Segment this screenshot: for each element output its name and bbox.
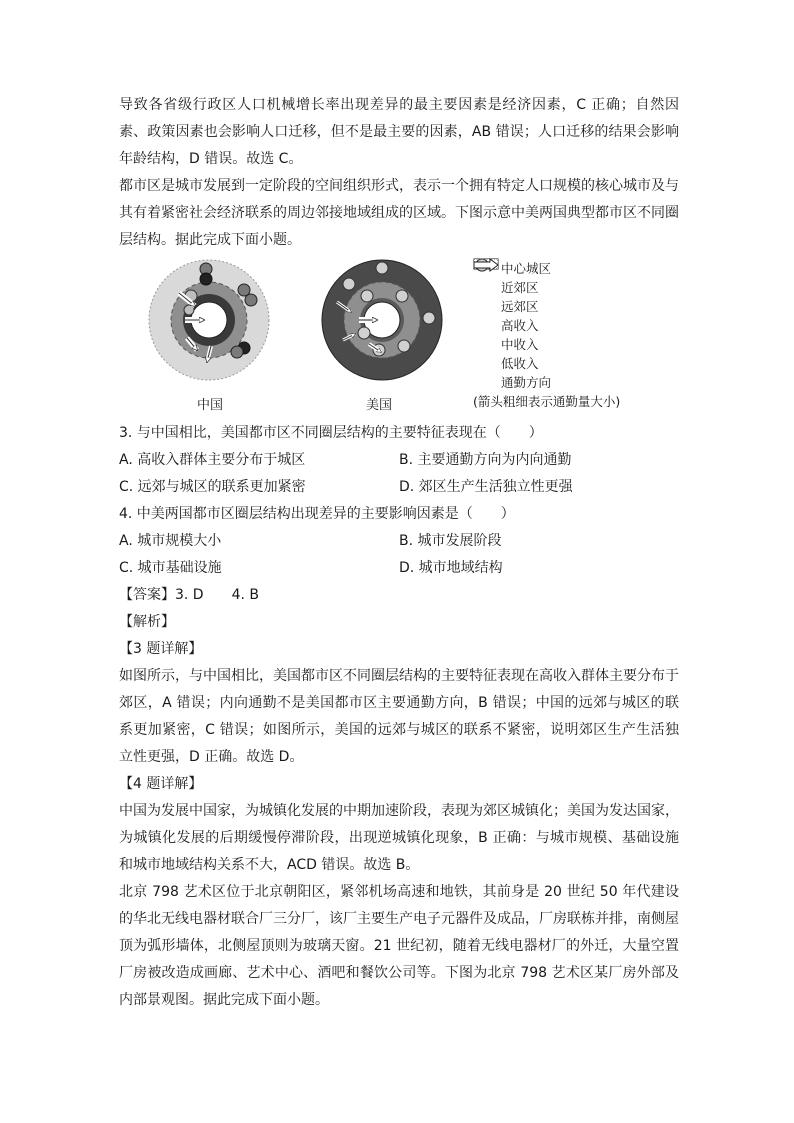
q4-option-c: C. 城市基础设施 <box>119 560 222 576</box>
next-passage: 北京 798 艺术区位于北京朝阳区，紧邻机场高速和地铁，其前身是 20 世纪 50 年代建设的华北无线电器材联合厂三分厂，该厂主要生产电子元器件及成品，厂房联栋并排，南侧屋顶为弧形墙体，北侧屋顶则为玻璃天窗。21 世纪初，随着无线电器材厂的外迁，大量空置厂房被改造成画廊、艺术中心、酒吧和餐饮公司等。下图为北京 798 艺术区某厂房外部及内部景观图。据此完成下面小题。 <box>119 884 679 1008</box>
arrow-icon <box>473 258 499 272</box>
q4-detail: 中国为发展中国家，为城镇化发展的中期加速阶段，表现为郊区城镇化；美国为发达国家，为城镇化发展的后期缓慢停滞阶段，出现逆城镇化现象，B 正确：与城市规模、基础设施和城市地域结构关系不大，ACD 错误。故选 B。 <box>119 803 679 873</box>
question-3-options-row-2 <box>119 474 679 501</box>
intro-paragraph: 导致各省级行政区人口机械增长率出现差异的最主要因素是经济因素，C 正确；自然因素、政策因素也会影响人口迁移，但不是最主要的因素，AB 错误；人口迁移的结果会影响年龄结构，D 错误。故选 C。 <box>119 97 679 167</box>
legend-item-commute <box>473 372 683 391</box>
q3-option-a: A. 高收入群体主要分布于城区 <box>119 452 306 468</box>
legend-label: 低收入 <box>501 355 539 371</box>
figure-legend <box>473 258 683 410</box>
answer-line: 【答案】3. D 4. B <box>119 587 259 603</box>
legend-item-middle-income <box>473 334 683 353</box>
question-4-stem: 4. 中美两国都市区圈层结构出现差异的主要影响因素是（ ） <box>119 506 515 522</box>
q3-option-d: D. 郊区生产生活独立性更强 <box>399 479 573 495</box>
question-3-options-row-1 <box>119 447 679 474</box>
q4-detail-label: 【4 题详解】 <box>119 776 203 792</box>
legend-label: 中收入 <box>501 336 539 352</box>
legend-label: 近郊区 <box>501 279 539 295</box>
q3-detail-label: 【3 题详解】 <box>119 641 203 657</box>
legend-label: 通勤方向 <box>501 374 552 390</box>
q4-option-d: D. 城市地域结构 <box>399 560 503 576</box>
legend-item-high-income <box>473 315 683 334</box>
context-paragraph: 都市区是城市发展到一定阶段的空间组织形式，表示一个拥有特定人口规模的核心城市及与其有着紧密社会经济联系的周边邻接地域组成的区域。下图示意中美两国典型都市区不同圈层结构。据此完成下面小题。 <box>119 178 679 248</box>
q3-option-c: C. 远郊与城区的联系更加紧密 <box>119 479 306 495</box>
caption-china: 中国 <box>197 398 224 413</box>
legend-item-inner-suburb <box>473 277 683 296</box>
question-4-options-row-1 <box>119 528 679 555</box>
legend-label: 中心城区 <box>501 260 552 276</box>
q4-option-b: B. 城市发展阶段 <box>399 533 502 549</box>
china-diagram <box>149 260 269 380</box>
legend-item-low-income <box>473 353 683 372</box>
q3-detail: 如图所示，与中国相比，美国都市区不同圈层结构的主要特征表现在高收入群体主要分布于郊区，A 错误；内向通勤不是美国都市区主要通勤方向，B 错误；中国的远郊与城区的联系更加紧密，C 错误；如图所示，美国的远郊与城区的联系不紧密，说明郊区生产生活独立性更强，D 正确。故选 D。 <box>119 668 679 765</box>
legend-item-central-city <box>473 258 683 277</box>
usa-diagram <box>322 260 442 380</box>
q4-option-a: A. 城市规模大小 <box>119 533 222 549</box>
legend-note: (箭头粗细表示通勤量大小) <box>473 393 621 409</box>
analysis-label: 【解析】 <box>119 614 175 630</box>
legend-label: 远郊区 <box>501 298 539 314</box>
legend-label: 高收入 <box>501 317 539 333</box>
legend-item-outer-suburb <box>473 296 683 315</box>
question-3-stem: 3. 与中国相比，美国都市区不同圈层结构的主要特征表现在（ ） <box>119 425 543 441</box>
question-4-options-row-2 <box>119 555 679 582</box>
metropolitan-structure-figure <box>119 258 679 414</box>
ring-diagrams <box>119 258 469 408</box>
caption-usa: 美国 <box>366 398 393 413</box>
q3-option-b: B. 主要通勤方向为内向通勤 <box>399 452 572 468</box>
document-page <box>119 92 679 1014</box>
